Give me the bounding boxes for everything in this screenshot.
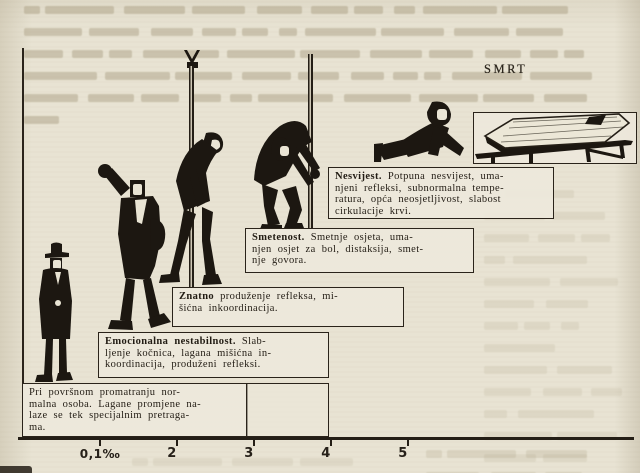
axis-tick-label: 5 xyxy=(398,446,408,461)
axis-tick xyxy=(99,439,101,446)
bleedthrough-text-right xyxy=(482,190,630,473)
bleedthrough-text-bottom xyxy=(424,450,630,473)
axis-tick xyxy=(330,439,332,446)
scan-smudge xyxy=(0,466,32,473)
axis-tick-label: 4 xyxy=(321,446,331,461)
coffin-icon xyxy=(473,112,637,164)
waving-man-figure xyxy=(93,162,179,333)
step-box-5: Nesvijest. Potpuna nesvijest, uma- njeni refleksi, subnormalna tempe- ratura, opća neosjetljivost, slabost cirkulacije krvi. xyxy=(328,167,554,219)
axis-tick xyxy=(407,439,409,446)
left-frame-line xyxy=(22,48,24,384)
step-box-4: Smetenost. Smetnje osjeta, uma- njen osjet za bol, distaksija, smet- nje govora. xyxy=(245,228,474,273)
axis-tick-label: 0,1‰ xyxy=(79,447,121,461)
axis-tick xyxy=(176,439,178,446)
collapsed-lying-man-figure xyxy=(374,94,474,168)
step-box-1-extension xyxy=(246,383,329,437)
step-box-2: Emocionalna nestabilnost. Slab- ljenje kočnica, lagana mišićna in- koordinacija, produženi refleksi. xyxy=(98,332,329,378)
axis-tick xyxy=(253,439,255,446)
step-box-3: Znatno produženje refleksa, mi- šićna inkoordinacija. xyxy=(172,287,404,327)
axis-tick-label: 3 xyxy=(244,446,254,461)
x-axis-line xyxy=(18,437,634,440)
death-label: SMRT xyxy=(484,62,528,76)
standing-man-with-hat-figure xyxy=(25,241,87,385)
step-box-1: Pri površnom promatranju nor- malna osoba. Lagane promjene na- laze se tek specijalnim pretraga- ma. xyxy=(22,383,248,437)
man-clinging-to-lamppost-figure xyxy=(238,116,338,229)
axis-tick-label: 2 xyxy=(167,446,177,461)
